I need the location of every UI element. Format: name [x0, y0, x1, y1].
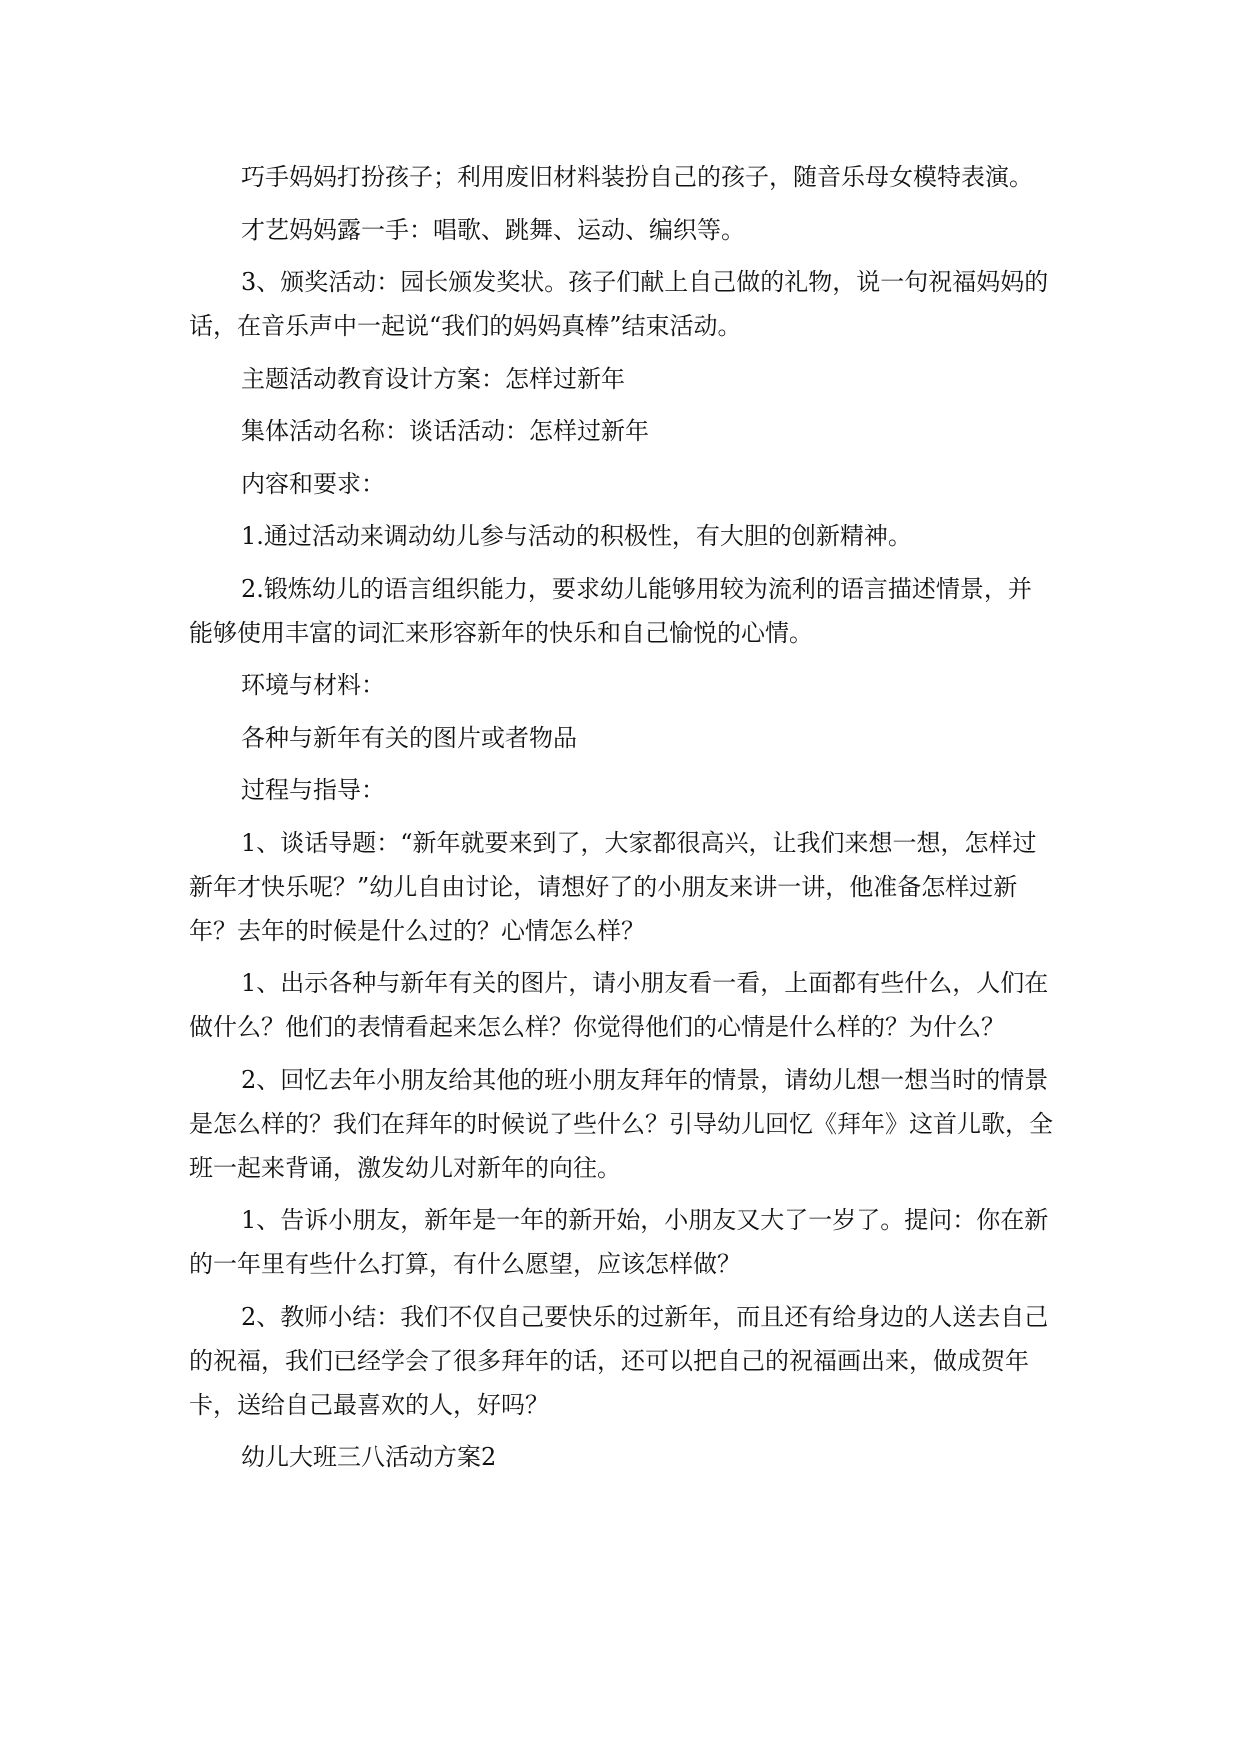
- process-step-3: 2、回忆去年小朋友给其他的班小朋友拜年的情景，请幼儿想一想当时的情景是怎么样的？我们在拜年的时候说了些什么？引导幼儿回忆《拜年》这首儿歌，全班一起来背诵，激发幼儿对新年的向往。: [189, 1065, 1053, 1182]
- next-section-title: 幼儿大班三八活动方案2: [241, 1443, 497, 1471]
- materials-text: 各种与新年有关的图片或者物品: [241, 723, 577, 752]
- activity-name: 集体活动名称：谈话活动：怎样过新年: [241, 417, 649, 445]
- subheading-process-guidance: 过程与指导：: [241, 776, 385, 804]
- paragraph-2: 才艺妈妈露一手：唱歌、跳舞、运动、编织等。: [241, 215, 745, 244]
- process-step-2: 1、出示各种与新年有关的图片，请小朋友看一看，上面都有些什么，人们在做什么？他们的表情看起来怎么样？你觉得他们的心情是什么样的？为什么？: [189, 969, 1049, 1041]
- subheading-environment-materials: 环境与材料：: [241, 671, 385, 699]
- process-step-4: 1、告诉小朋友，新年是一年的新开始，小朋友又大了一岁了。提问：你在新的一年里有些什么打算，有什么愿望，应该怎样做？: [189, 1206, 1049, 1278]
- requirement-1: 1.通过活动来调动幼儿参与活动的积极性，有大胆的创新精神。: [241, 522, 912, 550]
- subheading-content-requirements: 内容和要求：: [241, 469, 385, 498]
- paragraph-3: 3、颁奖活动：园长颁发奖状。孩子们献上自己做的礼物，说一句祝福妈妈的话，在音乐声中一起说“我们的妈妈真棒”结束活动。: [189, 268, 1049, 340]
- paragraph-1: 巧手妈妈打扮孩子；利用废旧材料装扮自己的孩子，随音乐母女模特表演。: [241, 163, 1033, 191]
- process-step-1: 1、谈话导题：“新年就要来到了，大家都很高兴，让我们来想一想，怎样过新年才快乐呢？”幼儿自由讨论，请想好了的小朋友来讲一讲，他准备怎样过新年？去年的时候是什么过的？心情怎么样？: [189, 828, 1037, 945]
- document-body: [189, 155, 1055, 1488]
- teacher-summary: 2、教师小结：我们不仅自己要快乐的过新年，而且还有给身边的人送去自己的祝福，我们已经学会了很多拜年的话，还可以把自己的祝福画出来，做成贺年卡，送给自己最喜欢的人，好吗？: [189, 1302, 1049, 1419]
- section-heading-theme: 主题活动教育设计方案：怎样过新年: [241, 364, 625, 393]
- requirement-2: 2.锻炼幼儿的语言组织能力，要求幼儿能够用较为流利的语言描述情景，并能够使用丰富的词汇来形容新年的快乐和自己愉悦的心情。: [189, 574, 1032, 647]
